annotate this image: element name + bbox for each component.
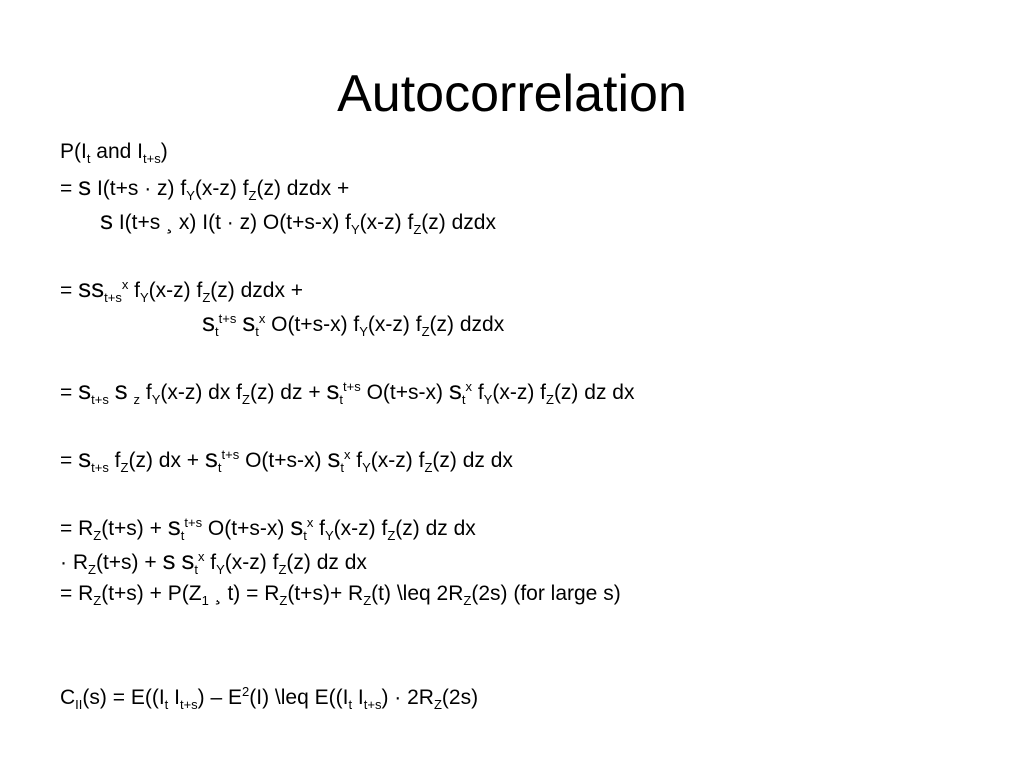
formula-text: (t+s) + <box>101 517 168 540</box>
formula-text: ) <box>160 140 168 163</box>
formula-text: (x-z) f <box>194 177 249 200</box>
formula-symbol: s <box>448 375 462 405</box>
formula-text: (t+s)+ R <box>287 582 364 605</box>
formula-subscript: Z <box>202 290 211 305</box>
formula-subscript: Z <box>424 460 433 475</box>
formula-text: (z) dzdx <box>429 313 505 336</box>
formula-text: (2s) (for large s) <box>471 582 621 605</box>
formula-line <box>60 376 634 407</box>
formula-subscript: t <box>461 392 466 407</box>
formula-superscript: x <box>306 515 314 530</box>
formula-subscript: Z <box>463 593 472 608</box>
formula-subscript: Z <box>387 528 396 543</box>
formula-text: = <box>60 449 79 472</box>
formula-subscript: t <box>194 562 198 577</box>
formula-line <box>60 580 621 608</box>
formula-text: (I) \leq E((I <box>249 686 349 709</box>
formula-text: I <box>352 686 364 709</box>
formula-symbol: s <box>78 375 92 405</box>
formula-subscript: t+s <box>91 392 109 407</box>
formula-subscript: t <box>217 460 222 475</box>
formula-text: = R <box>60 582 94 605</box>
formula-superscript: x <box>465 379 472 394</box>
formula-symbol: s <box>100 205 113 235</box>
formula-subscript: z <box>133 392 141 407</box>
formula-text: (t+s) + <box>95 551 163 574</box>
formula-superscript: t+s <box>184 515 203 530</box>
formula-text: (z) dz dx <box>395 517 476 540</box>
formula-text: I(t+s ¸ x) I(t · z) O(t+s-x) f <box>113 211 351 234</box>
formula-subscript: Y <box>350 222 360 237</box>
formula-text: f <box>471 381 484 404</box>
formula-subscript: Z <box>88 562 96 577</box>
formula-text: (z) dx + <box>128 449 205 472</box>
formula-text: P(I <box>60 140 87 163</box>
formula-text: (x-z) f <box>370 449 425 472</box>
formula-subscript: t+s <box>179 697 198 712</box>
slide-title: Autocorrelation <box>337 65 687 123</box>
formula-subscript: Z <box>93 528 102 543</box>
formula-text: = R <box>60 517 94 540</box>
formula-line <box>100 206 496 237</box>
formula-text: (t) \leq 2R <box>371 582 464 605</box>
formula-symbol: s <box>327 443 341 473</box>
formula-text: I(t+s · z) f <box>91 177 187 200</box>
formula-symbol: s <box>326 375 340 405</box>
formula-text: (z) dzdx + <box>256 177 350 200</box>
formula-text: (x-z) f <box>148 279 203 302</box>
formula-text: (s) = E((I <box>82 686 165 709</box>
formula-text: f <box>204 551 217 574</box>
formula-subscript: t+s <box>363 697 382 712</box>
formula-subscript: Z <box>413 222 422 237</box>
formula-symbol: s <box>242 307 256 337</box>
formula-subscript: Z <box>545 392 554 407</box>
formula-subscript: II <box>75 697 83 712</box>
formula-subscript: Z <box>248 188 257 203</box>
formula-subscript: Z <box>421 324 430 339</box>
formula-subscript: Y <box>151 392 161 407</box>
formula-subscript: Y <box>362 460 371 475</box>
formula-subscript: 1 <box>201 593 209 608</box>
formula-symbol: s <box>181 545 195 575</box>
formula-line <box>60 512 476 543</box>
formula-subscript: Y <box>216 562 225 577</box>
formula-subscript: t <box>255 324 259 339</box>
formula-text: = <box>60 177 79 200</box>
formula-symbol: s <box>204 443 218 473</box>
formula-line <box>202 308 504 339</box>
formula-subscript: Z <box>363 593 372 608</box>
formula-subscript: t+s <box>91 460 109 475</box>
formula-text: (x-z) dx f <box>160 381 243 404</box>
formula-symbol: s <box>78 443 92 473</box>
formula-superscript: t+s <box>218 311 237 326</box>
formula-subscript: Z <box>120 460 129 475</box>
formula-text: O(t+s-x) <box>239 449 328 472</box>
formula-subscript: Y <box>140 290 149 305</box>
formula-line <box>60 444 513 475</box>
formula-subscript: t+s <box>143 151 161 166</box>
formula-subscript: t <box>180 528 185 543</box>
formula-text: (z) dz + <box>249 381 327 404</box>
formula-line <box>60 274 303 305</box>
formula-text: (t+s) + P(Z <box>101 582 202 605</box>
formula-superscript: t+s <box>221 447 240 462</box>
formula-text: ) – E <box>197 686 243 709</box>
formula-text: (x-z) f <box>492 381 546 404</box>
formula-subscript: Z <box>279 593 288 608</box>
formula-text: O(t+s-x) <box>202 517 291 540</box>
formula-text: (z) dz dx <box>553 381 635 404</box>
formula-text: f <box>140 381 152 404</box>
formula-symbol: s <box>78 171 92 201</box>
formula-subscript: Z <box>278 562 287 577</box>
formula-symbol: s <box>114 375 128 405</box>
formula-superscript: x <box>258 311 266 326</box>
formula-subscript: t <box>215 324 219 339</box>
formula-superscript: t+s <box>343 379 361 394</box>
formula-subscript: t <box>339 392 344 407</box>
formula-text: O(t+s-x) f <box>265 313 360 336</box>
formula-text: I <box>168 686 180 709</box>
formula-text: f <box>350 449 363 472</box>
formula-text: C <box>60 686 76 709</box>
formula-line <box>60 546 367 577</box>
formula-subscript: Y <box>483 392 493 407</box>
formula-superscript: 2 <box>242 684 250 699</box>
formula-subscript: Z <box>242 392 250 407</box>
formula-subscript: t <box>340 460 344 475</box>
formula-superscript: x <box>121 277 129 292</box>
formula-subscript: Z <box>433 697 442 712</box>
formula-subscript: t+s <box>104 290 122 305</box>
formula-symbol: ss <box>78 273 105 303</box>
formula-subscript: Y <box>359 324 368 339</box>
formula-text: = <box>60 279 79 302</box>
formula-line <box>60 172 349 203</box>
formula-text: = <box>60 381 79 404</box>
formula-subscript: t <box>348 697 353 712</box>
formula-symbol: s <box>202 307 215 337</box>
formula-line <box>60 684 478 712</box>
formula-subscript: Y <box>186 188 195 203</box>
formula-subscript: t <box>303 528 307 543</box>
formula-superscript: x <box>197 549 205 564</box>
formula-text: O(t+s-x) <box>360 381 449 404</box>
formula-subscript: Y <box>324 528 334 543</box>
formula-subscript: t <box>86 151 91 166</box>
formula-subscript: Z <box>93 593 102 608</box>
formula-text: (x-z) f <box>333 517 388 540</box>
formula-subscript: t <box>164 697 169 712</box>
formula-text: (x-z) f <box>224 551 279 574</box>
formula-symbol: s <box>167 511 181 541</box>
formula-text: ¸ t) = R <box>208 582 280 605</box>
formula-text: (z) dzdx + <box>210 279 304 302</box>
formula-text: · R <box>60 551 88 574</box>
formula-superscript: x <box>343 447 351 462</box>
formula-line <box>60 138 168 166</box>
formula-text: (x-z) f <box>367 313 422 336</box>
formula-text: (z) dz dx <box>432 449 513 472</box>
formula-text: (2s) <box>441 686 479 709</box>
formula-text: (z) dz dx <box>286 551 367 574</box>
formula-text: f <box>313 517 325 540</box>
formula-text: (z) dzdx <box>421 211 496 234</box>
formula-text: (x-z) f <box>359 211 414 234</box>
formula-text: ) · 2R <box>381 686 434 709</box>
formula-text: and I <box>90 140 144 163</box>
formula-text: f <box>128 279 140 302</box>
formula-text: f <box>108 449 121 472</box>
formula-symbol: s <box>162 545 176 575</box>
formula-symbol: s <box>290 511 304 541</box>
